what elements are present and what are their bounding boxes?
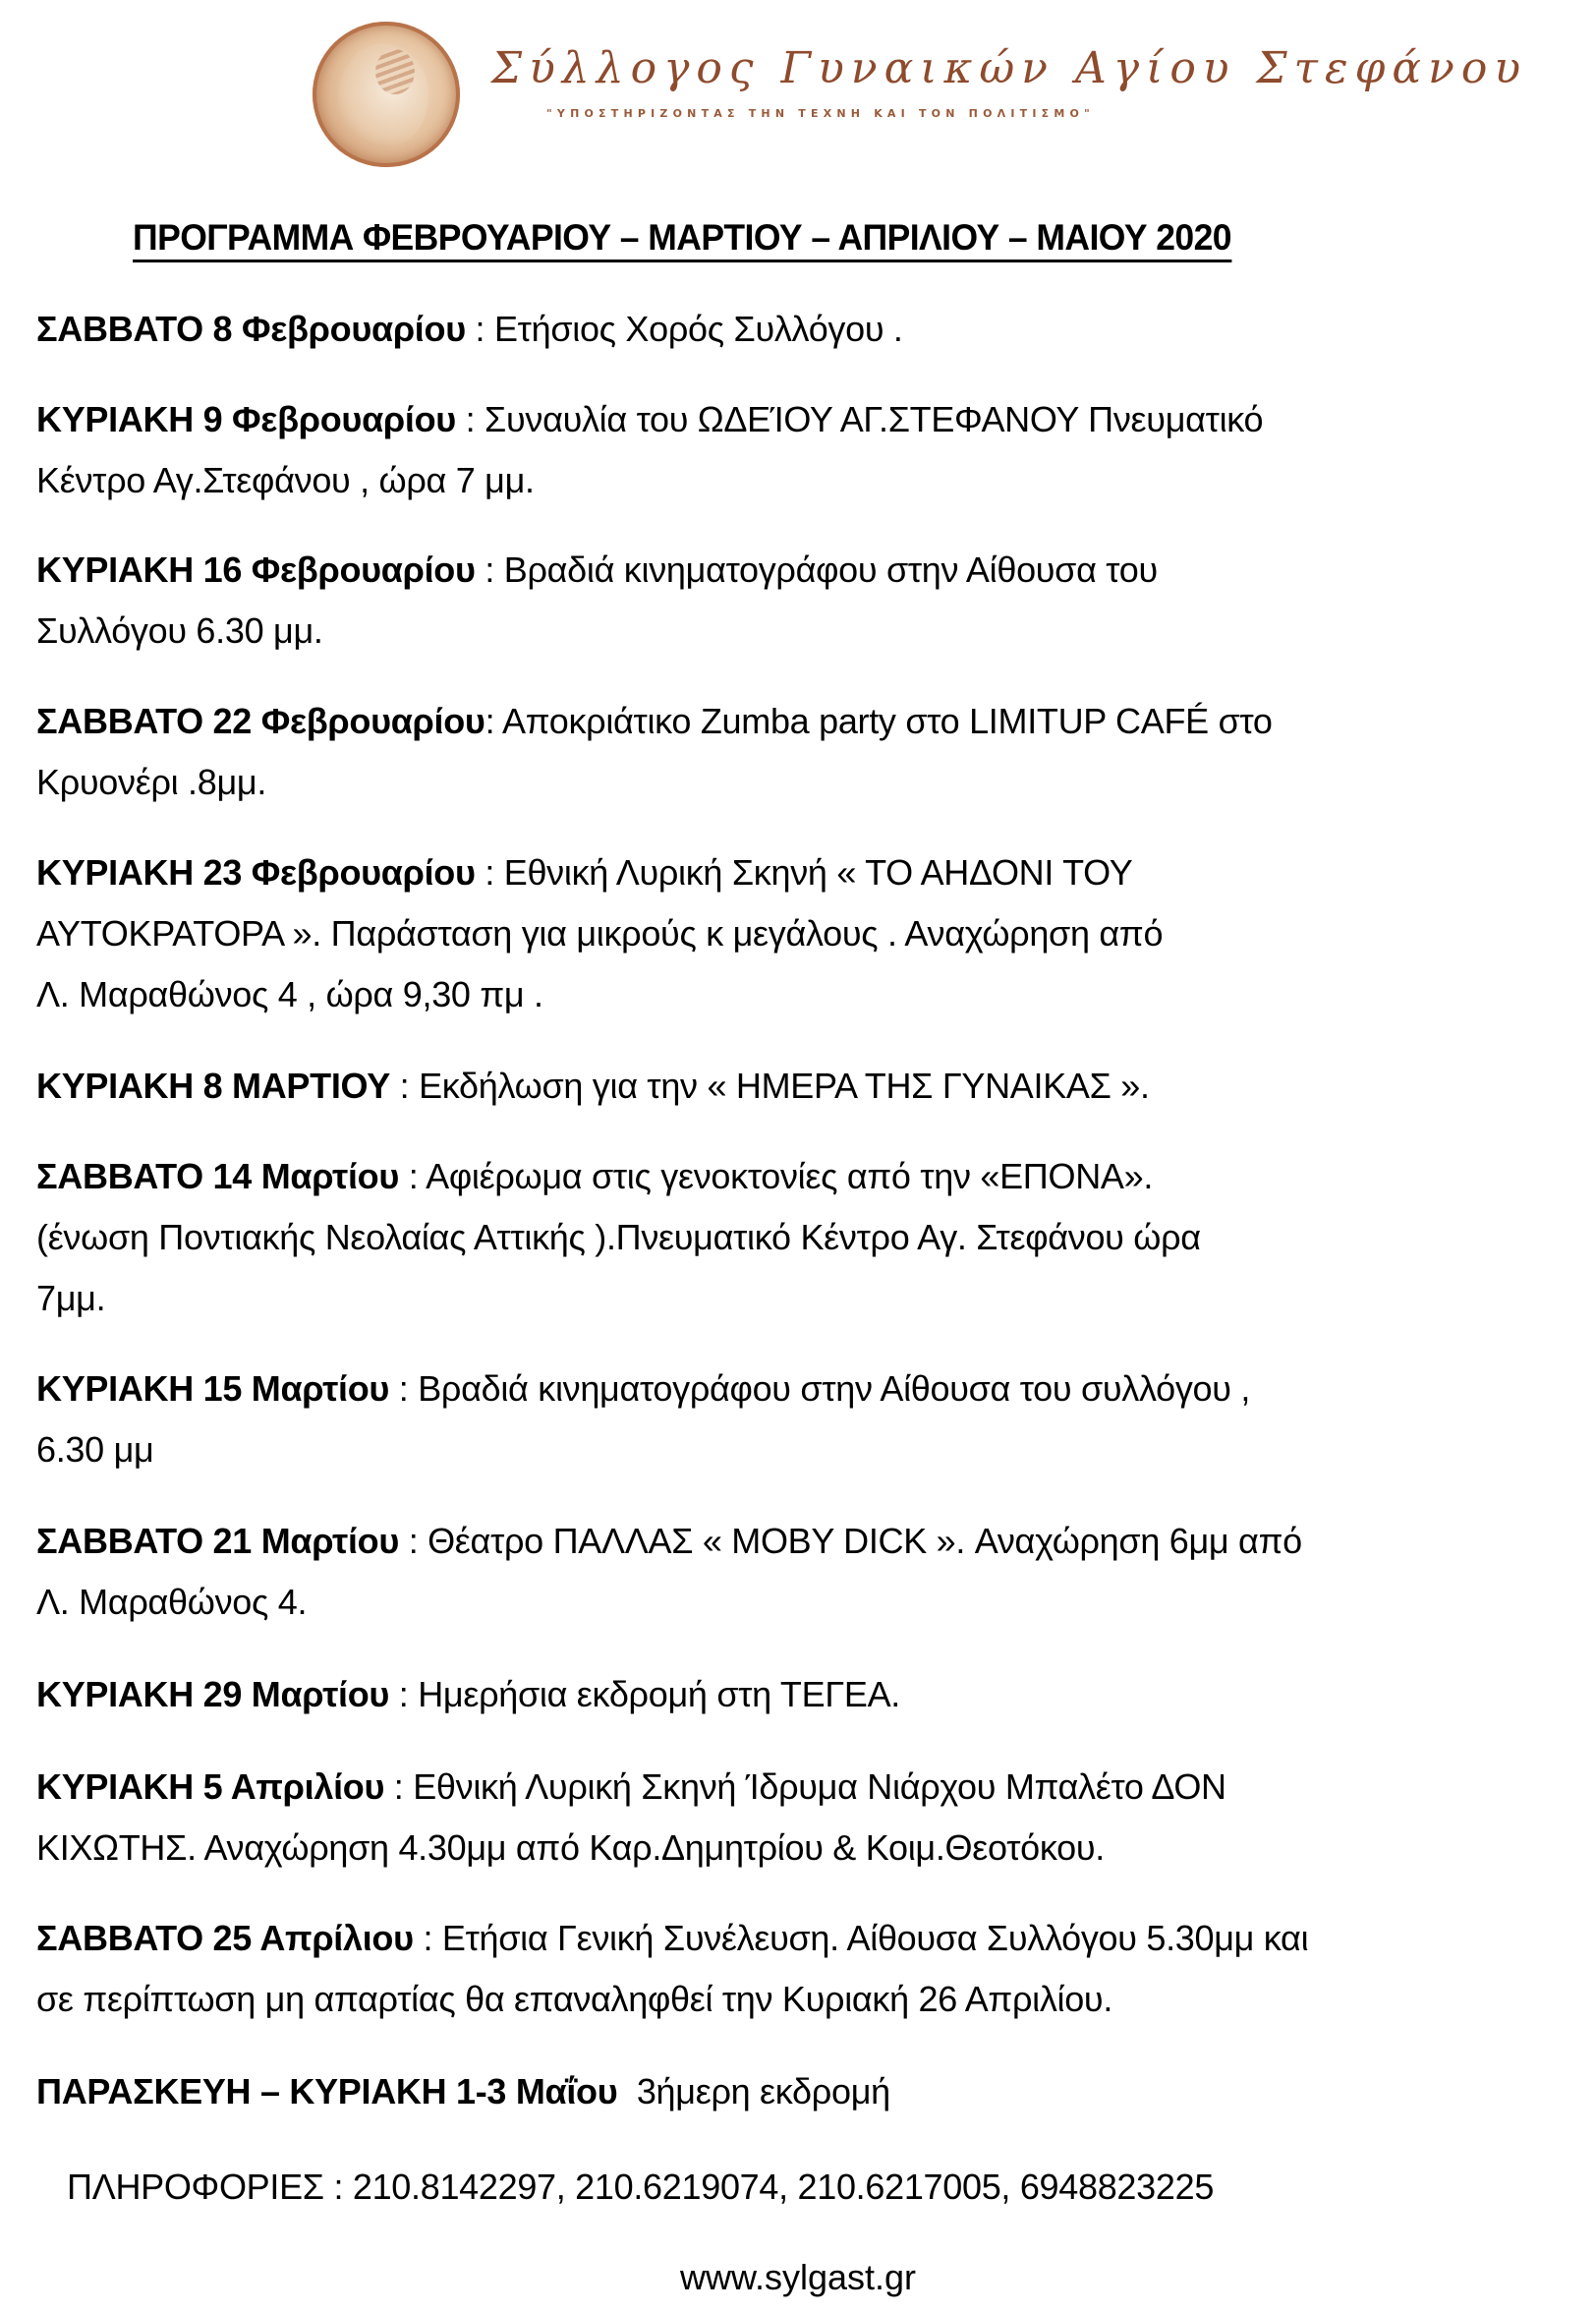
event-line: ΣΑΒΒΑΤΟ 8 Φεβρουαρίου : Ετήσιος Χορός Συλλόγου . — [36, 309, 903, 349]
event-line-continued: 6.30 μμ — [36, 1429, 154, 1470]
event-description: Εθνική Λυρική Σκηνή Ίδρυμα Νιάρχου Μπαλέτο ΔΟΝ — [413, 1766, 1226, 1807]
event-description: Ετήσια Γενική Συνέλευση. Αίθουσα Συλλόγου 5.30μμ και — [441, 1918, 1309, 1958]
event-date: ΚΥΡΙΑΚΗ 8 ΜΑΡΤΙΟΥ — [36, 1066, 390, 1106]
event-date: ΚΥΡΙΑΚΗ 29 Μαρτίου — [36, 1674, 390, 1714]
website-link[interactable]: www.sylgast.gr — [679, 2257, 917, 2297]
event-date: ΣΑΒΒΑΤΟ 14 Μαρτίου — [36, 1156, 399, 1196]
contact-info: ΠΛΗΡΟΦΟΡΙΕΣ : 210.8142297, 210.6219074, 210.6217005, 6948823225 — [67, 2167, 1215, 2207]
event-line-continued: (ένωση Ποντιακής Νεολαίας Αττικής ).Πνευματικό Κέντρο Αγ. Στεφάνου ώρα — [36, 1217, 1201, 1257]
event-line-continued: Λ. Μαραθώνος 4. — [36, 1582, 308, 1622]
event-line-continued: σε περίπτωση μη απαρτίας θα επαναληφθεί την Κυριακή 26 Απριλίου. — [36, 1979, 1113, 2019]
event-line: ΚΥΡΙΑΚΗ 8 ΜΑΡΤΙΟΥ : Εκδήλωση για την « ΗΜΕΡΑ ΤΗΣ ΓΥΝΑΙΚΑΣ ». — [36, 1066, 1150, 1106]
event-line: ΚΥΡΙΑΚΗ 5 Απριλίου : Εθνική Λυρική Σκηνή Ίδρυμα Νιάρχου Μπαλέτο ΔΟΝ — [36, 1766, 1226, 1807]
event-description: Εκδήλωση για την « ΗΜΕΡΑ ΤΗΣ ΓΥΝΑΙΚΑΣ ». — [419, 1066, 1150, 1106]
event-date: ΚΥΡΙΑΚΗ 23 Φεβρουαρίου — [36, 852, 476, 893]
event-description: Συναυλία του ΩΔΕΊΟΥ ΑΓ.ΣΤΕΦΑΝΟΥ Πνευματικό — [484, 399, 1264, 439]
event-date: ΣΑΒΒΑΤΟ 8 Φεβρουαρίου — [36, 309, 466, 349]
event-description: Αφιέρωμα στις γενοκτονίες από την «ΕΠΟΝΑ». — [426, 1156, 1154, 1196]
event-line-continued: Λ. Μαραθώνος 4 , ώρα 9,30 πμ . — [36, 974, 543, 1014]
event-line-continued: ΚΙΧΩΤΗΣ. Αναχώρηση 4.30μμ από Καρ.Δημητρίου & Κοιμ.Θεοτόκου. — [36, 1827, 1105, 1868]
event-line: ΚΥΡΙΑΚΗ 23 Φεβρουαρίου : Εθνική Λυρική Σκηνή « ΤΟ ΑΗΔΟΝΙ ΤΟΥ — [36, 852, 1133, 893]
event-description: Εθνική Λυρική Σκηνή « ΤΟ ΑΗΔΟΝΙ ΤΟΥ — [503, 852, 1133, 893]
event-line — [36, 2072, 890, 2111]
event-line: ΣΑΒΒΑΤΟ 14 Μαρτίου : Αφιέρωμα στις γενοκτονίες από την «ΕΠΟΝΑ». — [36, 1156, 1154, 1196]
page-title: ΠΡΟΓΡΑΜΜΑ ΦΕΒΡΟΥΑΡΙΟΥ – ΜΑΡΤΙΟΥ – ΑΠΡΙΛΙΟΥ – ΜΑΙΟΥ 2020 — [133, 218, 1231, 262]
event-date: ΣΑΒΒΑΤΟ 21 Μαρτίου — [36, 1521, 399, 1561]
event-description: 3ήμερη εκδρομή — [636, 2071, 890, 2111]
event-line-continued: Κέντρο Αγ.Στεφάνου , ώρα 7 μμ. — [36, 460, 535, 500]
event-line-continued: 7μμ. — [36, 1278, 106, 1318]
event-line: ΣΑΒΒΑΤΟ 25 Απρίλιου : Ετήσια Γενική Συνέλευση. Αίθουσα Συλλόγου 5.30μμ και — [36, 1918, 1309, 1958]
logo-title: Σύλλογος Γυναικών Αγίου Στεφάνου — [491, 43, 1528, 93]
event-date: ΚΥΡΙΑΚΗ 5 Απριλίου — [36, 1766, 385, 1807]
event-date: ΣΑΒΒΑΤΟ 22 Φεβρουαρίου — [36, 701, 485, 741]
event-description: Αποκριάτικο Zumba party στο LIMITUP CAFÉ στο — [502, 701, 1273, 741]
event-line-continued: ΑΥΤΟΚΡΑΤΟΡΑ ». Παράσταση για μικρούς κ μεγάλους . Αναχώρηση από — [36, 913, 1164, 954]
event-description: Ετήσιος Χορός Συλλόγου . — [493, 309, 903, 349]
event-date: ΚΥΡΙΑΚΗ 9 Φεβρουαρίου — [36, 399, 456, 439]
event-date: ΣΑΒΒΑΤΟ 25 Απρίλιου — [36, 1918, 414, 1958]
logo — [0, 0, 1596, 187]
logo-tagline: "ΥΠΟΣΤΗΡΙΖΟΝΤΑΣ ΤΗΝ ΤΕΧΝΗ ΚΑΙ ΤΟΝ ΠΟΛΙΤΙΣΜΟ" — [546, 107, 1095, 120]
event-description: Βραδιά κινηματογράφου στην Αίθουσα του συλλόγου , — [418, 1368, 1251, 1409]
coin-portrait-icon — [313, 22, 460, 167]
event-date: ΠΑΡΑΣΚΕΥΗ – ΚΥΡΙΑΚΗ 1-3 Μαΐου — [36, 2071, 618, 2111]
event-line: ΚΥΡΙΑΚΗ 15 Μαρτίου : Βραδιά κινηματογράφου στην Αίθουσα του συλλόγου , — [36, 1368, 1251, 1409]
event-line: ΚΥΡΙΑΚΗ 16 Φεβρουαρίου : Βραδιά κινηματογράφου στην Αίθουσα του — [36, 549, 1158, 590]
event-line: ΣΑΒΒΑΤΟ 21 Μαρτίου : Θέατρο ΠΑΛΛΑΣ « MOBY DICK ». Αναχώρηση 6μμ από — [36, 1521, 1302, 1561]
event-description: Ημερήσια εκδρομή στη ΤΕΓΕΑ. — [418, 1674, 900, 1714]
event-line: ΚΥΡΙΑΚΗ 29 Μαρτίου : Ημερήσια εκδρομή στη ΤΕΓΕΑ. — [36, 1674, 900, 1714]
event-date: ΚΥΡΙΑΚΗ 15 Μαρτίου — [36, 1368, 390, 1409]
event-line: ΣΑΒΒΑΤΟ 22 Φεβρουαρίου: Αποκριάτικο Zumba party στο LIMITUP CAFÉ στο — [36, 701, 1273, 741]
event-date: ΚΥΡΙΑΚΗ 16 Φεβρουαρίου — [36, 549, 476, 590]
event-line: ΚΥΡΙΑΚΗ 9 Φεβρουαρίου : Συναυλία του ΩΔΕΊΟΥ ΑΓ.ΣΤΕΦΑΝΟΥ Πνευματικό — [36, 399, 1264, 439]
event-description: Βραδιά κινηματογράφου στην Αίθουσα του — [503, 549, 1158, 590]
event-line-continued: Συλλόγου 6.30 μμ. — [36, 610, 323, 651]
event-line-continued: Κρυονέρι .8μμ. — [36, 762, 267, 802]
event-description: Θέατρο ΠΑΛΛΑΣ « MOBY DICK ». Αναχώρηση 6μμ από — [428, 1521, 1302, 1561]
